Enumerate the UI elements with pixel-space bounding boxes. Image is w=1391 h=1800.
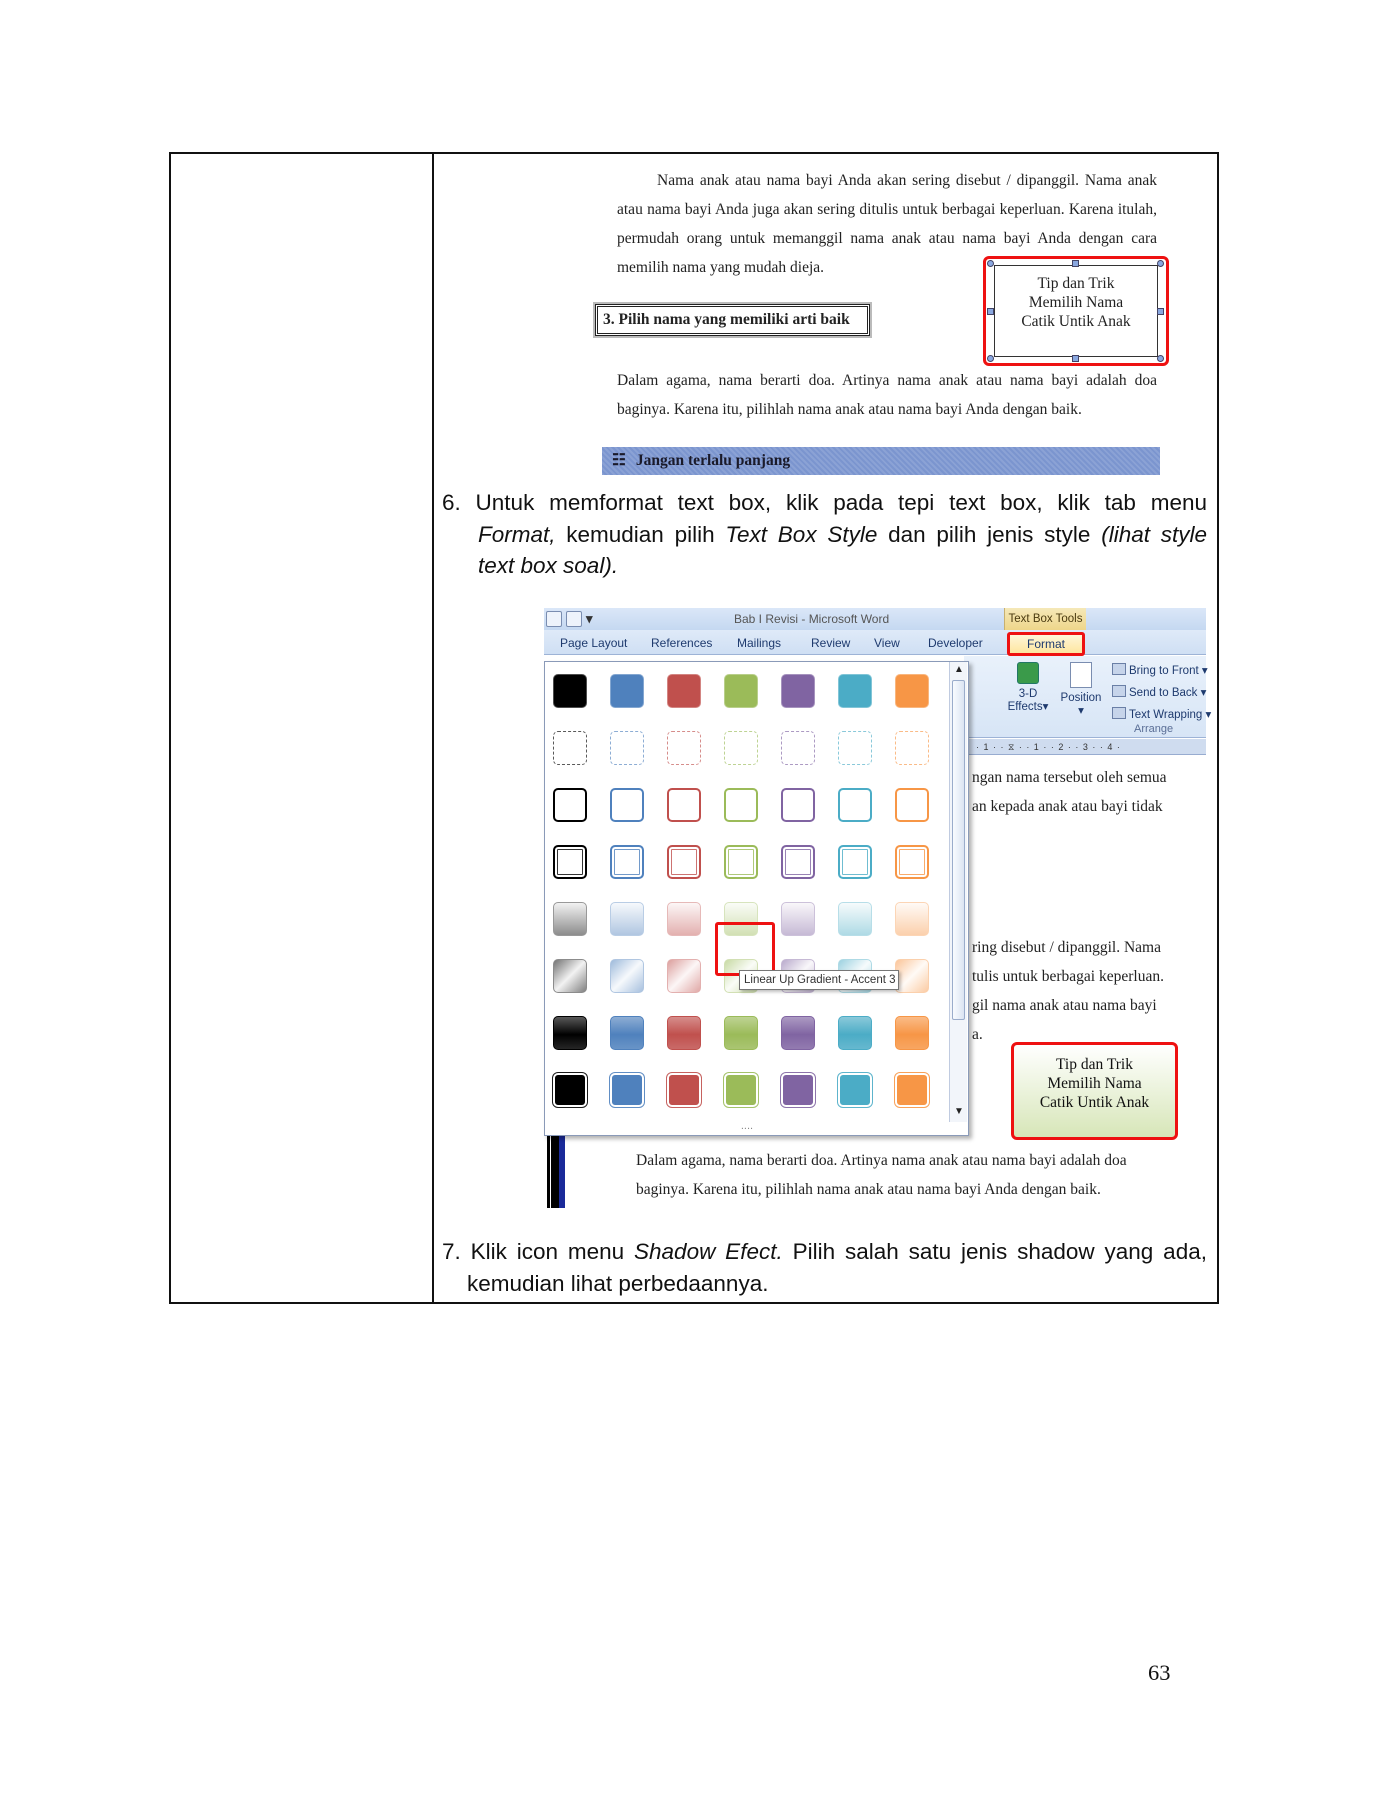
style-swatch[interactable] <box>895 674 929 708</box>
resize-handle[interactable] <box>987 355 994 362</box>
position-button[interactable] <box>1057 662 1105 718</box>
scroll-down-icon[interactable]: ▼ <box>954 1106 964 1117</box>
style-swatch[interactable] <box>781 674 815 708</box>
style-swatch[interactable] <box>838 788 872 822</box>
tab-view[interactable]: View <box>874 636 900 650</box>
style-swatch[interactable] <box>667 1073 701 1107</box>
style-swatch[interactable] <box>724 788 758 822</box>
resize-grip-icon[interactable]: .... <box>740 1120 754 1132</box>
style-swatch[interactable] <box>781 845 815 879</box>
doc-line: tulis untuk berbagai keperluan. <box>972 968 1164 985</box>
step-7-text-2: Pilih salah satu jenis shadow yang ada, <box>782 1239 1207 1264</box>
style-swatch[interactable] <box>553 902 587 936</box>
style-swatch[interactable] <box>781 902 815 936</box>
style-swatch[interactable] <box>610 1016 644 1050</box>
doc-line: ring disebut / dipanggil. Nama <box>972 939 1161 956</box>
style-swatch[interactable] <box>667 902 701 936</box>
italic-text-box-soal: text box soal). <box>478 553 619 578</box>
style-swatch[interactable] <box>838 1016 872 1050</box>
style-swatch[interactable] <box>895 845 929 879</box>
style-swatch[interactable] <box>838 674 872 708</box>
screenshot-textbox-example <box>595 162 1175 477</box>
style-swatch[interactable] <box>781 788 815 822</box>
textbox-line-2: Memilih Nama <box>1047 1075 1142 1092</box>
step-number: 6. <box>442 490 461 515</box>
doc-text-middle <box>972 933 1164 1049</box>
dropdown-arrow-icon: ▾ <box>1205 709 1212 721</box>
style-swatch[interactable] <box>838 1073 872 1107</box>
ribbon-tabs <box>544 630 1206 655</box>
style-swatch[interactable] <box>838 845 872 879</box>
resize-handle[interactable] <box>1157 308 1164 315</box>
scroll-thumb[interactable] <box>952 680 965 1020</box>
tab-page-layout[interactable]: Page Layout <box>560 636 628 650</box>
resize-handle[interactable] <box>987 260 994 267</box>
style-swatch[interactable] <box>610 845 644 879</box>
bullet-icon: ☷ <box>612 452 626 469</box>
tab-developer[interactable]: Developer <box>928 636 983 650</box>
italic-shadow-efect: Shadow Efect. <box>634 1239 783 1264</box>
quick-access-toolbar <box>546 610 593 628</box>
style-swatch[interactable] <box>667 845 701 879</box>
style-swatch[interactable] <box>553 1073 587 1107</box>
doc-line: Dalam agama, nama berarti doa. Artinya nama anak atau nama bayi adalah doa <box>636 1152 1127 1169</box>
position-label: Position <box>1060 692 1102 704</box>
doc-line: ngan nama tersebut oleh semua <box>972 769 1167 786</box>
window-title: Bab I Revisi - Microsoft Word <box>734 612 890 626</box>
style-swatch[interactable] <box>781 1073 815 1107</box>
left-margin-bar <box>551 1128 565 1208</box>
style-swatch[interactable] <box>724 731 758 765</box>
italic-format: Format, <box>478 521 556 547</box>
text-wrapping-label: Text Wrapping <box>1129 709 1203 721</box>
style-swatch[interactable] <box>553 959 587 993</box>
style-swatch[interactable] <box>553 731 587 765</box>
send-to-back-button[interactable] <box>1112 682 1207 704</box>
textbox-line-1: Tip dan Trik <box>1056 1056 1133 1073</box>
style-swatch[interactable] <box>667 674 701 708</box>
style-swatch[interactable] <box>895 902 929 936</box>
style-swatch[interactable] <box>781 1016 815 1050</box>
step-6-line-1 <box>442 487 1207 519</box>
horizontal-ruler[interactable]: · 1 · · ⧖ · · 1 · · 2 · · 3 · · 4 · <box>964 739 1206 755</box>
style-swatch[interactable] <box>667 731 701 765</box>
italic-lihat-style: (lihat style <box>1101 521 1207 547</box>
resize-handle[interactable] <box>1157 260 1164 267</box>
style-swatch[interactable] <box>610 674 644 708</box>
style-swatch[interactable] <box>610 731 644 765</box>
textbox-line-3: Catik Untik Anak <box>1021 313 1131 330</box>
tab-mailings[interactable]: Mailings <box>737 636 782 650</box>
dropdown-arrow-icon: ▾ <box>1042 701 1049 713</box>
heading-bar <box>602 447 1160 475</box>
selected-style-highlight <box>715 922 775 976</box>
style-swatch[interactable] <box>667 959 701 993</box>
paragraph-1: Nama anak atau nama bayi Anda akan sering disebut / dipanggil. Nama anak atau nama bayi Anda juga akan sering ditulis untuk berbagai keperluan. Karena itulah, permudah orang untuk memanggil nama anak atau nama bayi Anda dengan cara memilih nama yang mudah dieja. <box>617 172 1157 276</box>
step-6-line-2 <box>442 519 1207 551</box>
print-preview-icon[interactable] <box>546 611 562 627</box>
text-box-style-gallery <box>544 661 969 1136</box>
style-swatch[interactable] <box>610 1073 644 1107</box>
bring-to-front-icon <box>1112 663 1126 675</box>
step-7-line-1 <box>442 1236 1207 1268</box>
style-swatch[interactable] <box>895 1016 929 1050</box>
style-swatch[interactable] <box>553 1016 587 1050</box>
arrange-commands <box>1112 660 1212 726</box>
step-number: 7. <box>442 1239 461 1264</box>
italic-text-box-style: Text Box Style <box>725 521 878 547</box>
left-margin-bar <box>547 1128 550 1208</box>
bring-to-front-label: Bring to Front <box>1129 665 1199 677</box>
resize-handle[interactable] <box>987 308 994 315</box>
style-swatch[interactable] <box>553 845 587 879</box>
step-7-text-1: Klik icon menu <box>470 1239 635 1264</box>
bring-to-front-button[interactable] <box>1112 660 1208 682</box>
scroll-up-icon[interactable]: ▲ <box>954 664 964 675</box>
textbox-line-3: Catik Untik Anak <box>1039 1094 1150 1111</box>
position-icon <box>1070 662 1092 688</box>
send-to-back-icon <box>1112 685 1126 697</box>
customize-arrow-icon[interactable]: ▾ <box>586 611 593 626</box>
style-swatch[interactable] <box>667 788 701 822</box>
doc-text-bottom <box>636 1146 1127 1204</box>
style-swatch[interactable] <box>724 1073 758 1107</box>
doc-line: baginya. Karena itu, pilihlah nama anak atau nama bayi Anda dengan baik. <box>636 1181 1101 1198</box>
step-6-text-2: kemudian pilih <box>555 521 726 547</box>
3d-effects-label-2: Effects <box>1007 701 1043 713</box>
style-swatch[interactable] <box>610 788 644 822</box>
highlighted-textbox[interactable] <box>983 256 1169 366</box>
doc-line: gil nama anak atau nama bayi <box>972 997 1157 1014</box>
style-swatch[interactable] <box>724 1016 758 1050</box>
style-swatch[interactable] <box>838 731 872 765</box>
arrange-group-label: Arrange <box>1134 723 1174 735</box>
style-swatch[interactable] <box>895 1073 929 1107</box>
style-swatch[interactable] <box>895 959 929 993</box>
resize-handle[interactable] <box>1072 260 1079 267</box>
step-7-line-2: kemudian lihat perbedaannya. <box>467 1270 769 1296</box>
style-swatch[interactable] <box>553 674 587 708</box>
textbox-line-2: Memilih Nama <box>1028 294 1124 311</box>
step-6 <box>442 487 1207 582</box>
textbox-content <box>994 265 1158 357</box>
doc-line: a. <box>972 1026 983 1043</box>
step-6-text-1: Untuk memformat text box, klik pada tepi text box, klik tab menu <box>475 490 1207 515</box>
resize-handle[interactable] <box>1072 355 1079 362</box>
context-tab-group: Text Box Tools <box>1004 608 1086 630</box>
edit-icon[interactable] <box>566 611 582 627</box>
styled-textbox[interactable] <box>1011 1042 1178 1140</box>
tab-review[interactable]: Review <box>811 636 851 650</box>
style-swatch[interactable] <box>781 731 815 765</box>
table-left-cell <box>171 154 434 1302</box>
send-to-back-label: Send to Back <box>1129 687 1198 699</box>
title-bar <box>544 608 1206 630</box>
step-6-text-3: dan pilih jenis style <box>877 521 1102 547</box>
ribbon-panel <box>964 656 1212 738</box>
style-swatch[interactable] <box>610 902 644 936</box>
heading-bar-text: Jangan terlalu panjang <box>635 452 791 469</box>
tab-references[interactable]: References <box>651 636 713 650</box>
paragraph-2: Dalam agama, nama berarti doa. Artinya nama anak atau nama bayi adalah doa baginya. Karena itu, pilihlah nama anak atau nama bayi Anda dengan baik. <box>617 372 1157 418</box>
style-swatch[interactable] <box>838 902 872 936</box>
dropdown-arrow-icon: ▾ <box>1200 687 1207 699</box>
dropdown-arrow-icon: ▾ <box>1078 705 1084 717</box>
gallery-scrollbar[interactable] <box>949 662 967 1122</box>
style-swatch[interactable] <box>667 1016 701 1050</box>
step-6-line-3 <box>442 550 1207 582</box>
textbox-line-1: Tip dan Trik <box>1037 275 1115 292</box>
tab-format[interactable]: Format <box>1007 632 1085 656</box>
style-swatch[interactable] <box>895 731 929 765</box>
style-swatch[interactable] <box>895 788 929 822</box>
doc-line: an kepada anak atau bayi tidak <box>972 798 1163 815</box>
doc-text-top <box>972 763 1167 821</box>
page-number: 63 <box>1148 1660 1171 1685</box>
style-swatch[interactable] <box>724 845 758 879</box>
text-wrapping-icon <box>1112 707 1126 719</box>
resize-handle[interactable] <box>1157 355 1164 362</box>
3d-effects-label: 3-D <box>1018 688 1038 700</box>
screenshot-word-gallery <box>544 608 1212 1208</box>
style-swatch[interactable] <box>610 959 644 993</box>
3d-effects-icon <box>1017 662 1039 684</box>
style-tooltip: Linear Up Gradient - Accent 3 <box>739 970 899 990</box>
3d-effects-button[interactable] <box>1006 662 1050 714</box>
style-swatch[interactable] <box>724 674 758 708</box>
dropdown-arrow-icon: ▾ <box>1201 665 1208 677</box>
heading-box: 3. Pilih nama yang memiliki arti baik <box>595 304 870 336</box>
style-swatch[interactable] <box>553 788 587 822</box>
step-7 <box>442 1236 1207 1299</box>
